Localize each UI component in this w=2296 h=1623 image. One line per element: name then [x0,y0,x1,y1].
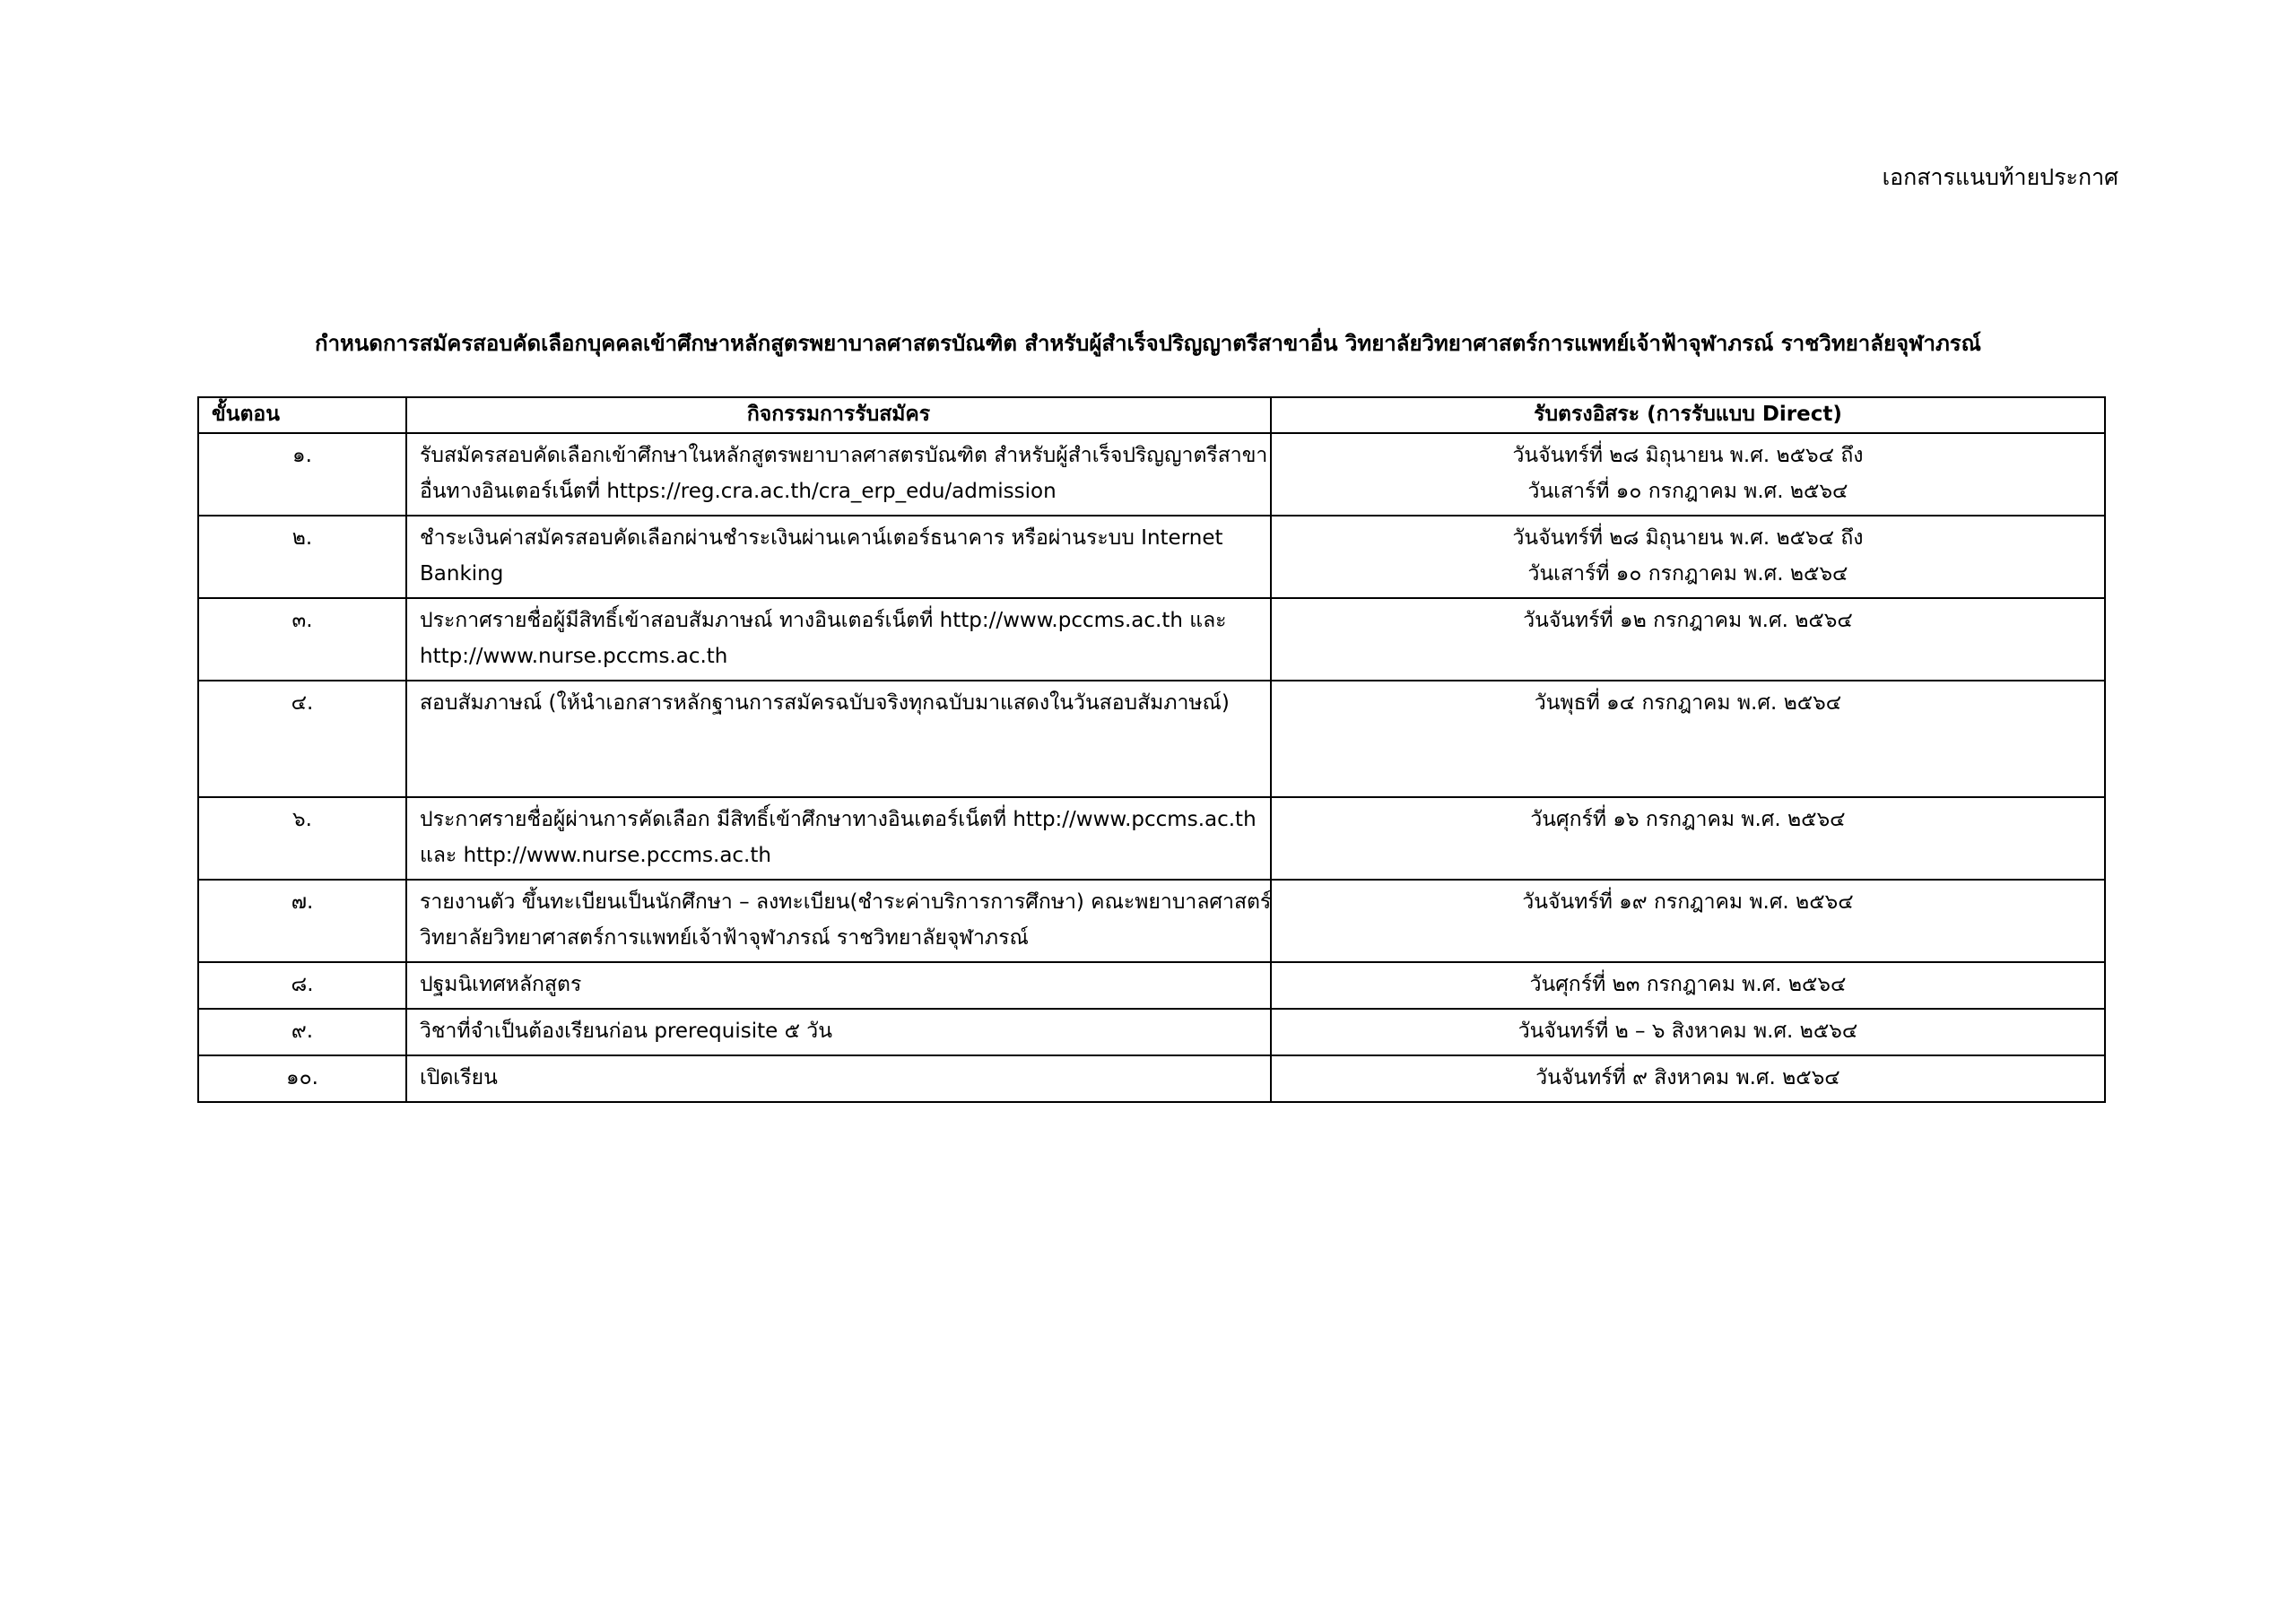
step-number: ๑. [198,433,406,516]
table-row [198,681,2105,797]
date-line: วันจันทร์ที่ ๒๘ มิถุนายน พ.ศ. ๒๕๖๔ ถึง [1512,526,1864,550]
table-row [198,516,2105,598]
step-number: ๗. [198,880,406,962]
activity-cell [406,797,1271,880]
table-row [198,433,2105,516]
activity-line: ปฐมนิเทศหลักสูตร [420,973,582,996]
date-cell [1271,1009,2105,1055]
date-line: วันจันทร์ที่ ๒๘ มิถุนายน พ.ศ. ๒๕๖๔ ถึง [1512,444,1864,467]
date-line: วันศุกร์ที่ ๑๖ กรกฎาคม พ.ศ. ๒๕๖๔ [1530,808,1846,831]
table-header-row [198,397,2105,433]
date-line: วันจันทร์ที่ ๒ – ๖ สิงหาคม พ.ศ. ๒๕๖๔ [1518,1020,1858,1043]
date-line: วันเสาร์ที่ ๑๐ กรกฎาคม พ.ศ. ๒๕๖๔ [1527,562,1848,586]
date-cell [1271,1055,2105,1102]
schedule-table [197,396,2106,1103]
date-cell [1271,880,2105,962]
date-line: วันจันทร์ที่ ๙ สิงหาคม พ.ศ. ๒๕๖๔ [1535,1066,1840,1089]
activity-cell [406,433,1271,516]
date-cell [1271,516,2105,598]
activity-line: อื่นทางอินเตอร์เน็ตที่ https://reg.cra.ac.th/cra_erp_edu/admission [420,480,1057,503]
header-step: ขั้นตอน [198,397,406,433]
table-row [198,1009,2105,1055]
date-cell [1271,681,2105,797]
date-cell [1271,962,2105,1009]
activity-line: และ http://www.nurse.pccms.ac.th [420,844,771,867]
activity-cell [406,1009,1271,1055]
activity-cell [406,1055,1271,1102]
table-row [198,598,2105,681]
date-cell [1271,598,2105,681]
table-row [198,1055,2105,1102]
step-number: ๑๐. [198,1055,406,1102]
activity-line: วิทยาลัยวิทยาศาสตร์การแพทย์เจ้าฟ้าจุฬาภรณ์ ราชวิทยาลัยจุฬาภรณ์ [420,926,1029,950]
activity-line: http://www.nurse.pccms.ac.th [420,645,728,668]
date-line: วันศุกร์ที่ ๒๓ กรกฎาคม พ.ศ. ๒๕๖๔ [1529,973,1847,996]
activity-line: ชำระเงินค่าสมัครสอบคัดเลือกผ่านชำระเงินผ่านเคาน์เตอร์ธนาคาร หรือผ่านระบบ Internet [420,526,1223,550]
step-number: ๔. [198,681,406,797]
table-row [198,797,2105,880]
activity-cell [406,962,1271,1009]
header-activity: กิจกรรมการรับสมัคร [406,397,1271,433]
activity-line: ประกาศรายชื่อผู้มีสิทธิ์เข้าสอบสัมภาษณ์ ทางอินเตอร์เน็ตที่ http://www.pccms.ac.th และ [420,609,1227,632]
date-cell [1271,433,2105,516]
activity-line: สอบสัมภาษณ์ (ให้นำเอกสารหลักฐานการสมัครฉบับจริงทุกฉบับมาแสดงในวันสอบสัมภาษณ์) [420,691,1230,715]
header-note: เอกสารแนบท้ายประกาศ [1882,164,2118,190]
activity-line: วิชาที่จำเป็นต้องเรียนก่อน prerequisite ๕ วัน [420,1020,832,1043]
table-row [198,962,2105,1009]
date-line: วันพุธที่ ๑๔ กรกฎาคม พ.ศ. ๒๕๖๔ [1534,691,1842,715]
date-line: วันจันทร์ที่ ๑๙ กรกฎาคม พ.ศ. ๒๕๖๔ [1522,890,1854,914]
date-line: วันจันทร์ที่ ๑๒ กรกฎาคม พ.ศ. ๒๕๖๔ [1523,609,1853,632]
activity-line: รายงานตัว ขึ้นทะเบียนเป็นนักศึกษา – ลงทะเบียน(ชำระค่าบริการการศึกษา) คณะพยาบาลศาสตร์ [420,890,1272,914]
activity-line: ประกาศรายชื่อผู้ผ่านการคัดเลือก มีสิทธิ์เข้าศึกษาทางอินเตอร์เน็ตที่ http://www.pccms.ac.th [420,808,1257,831]
activity-cell [406,681,1271,797]
activity-cell [406,598,1271,681]
date-cell [1271,797,2105,880]
header-date: รับตรงอิสระ (การรับแบบ Direct) [1271,397,2105,433]
activity-line: รับสมัครสอบคัดเลือกเข้าศึกษาในหลักสูตรพยาบาลศาสตรบัณฑิต สำหรับผู้สำเร็จปริญญาตรีสาขา [420,444,1268,467]
table-row [198,880,2105,962]
activity-line: เปิดเรียน [420,1066,498,1089]
activity-line: Banking [420,562,504,586]
step-number: ๓. [198,598,406,681]
activity-cell [406,516,1271,598]
step-number: ๖. [198,797,406,880]
step-number: ๒. [198,516,406,598]
document-title: กำหนดการสมัครสอบคัดเลือกบุคคลเข้าศึกษาหลักสูตรพยาบาลศาสตรบัณฑิต สำหรับผู้สำเร็จปริญญาตรีสาขาอื่น วิทยาลัยวิทยาศาสตร์การแพทย์เจ้าฟ้าจุฬาภรณ์ ราชวิทยาลัยจุฬาภรณ์ [315,331,1981,356]
activity-cell [406,880,1271,962]
date-line: วันเสาร์ที่ ๑๐ กรกฎาคม พ.ศ. ๒๕๖๔ [1527,480,1848,503]
step-number: ๙. [198,1009,406,1055]
step-number: ๘. [198,962,406,1009]
